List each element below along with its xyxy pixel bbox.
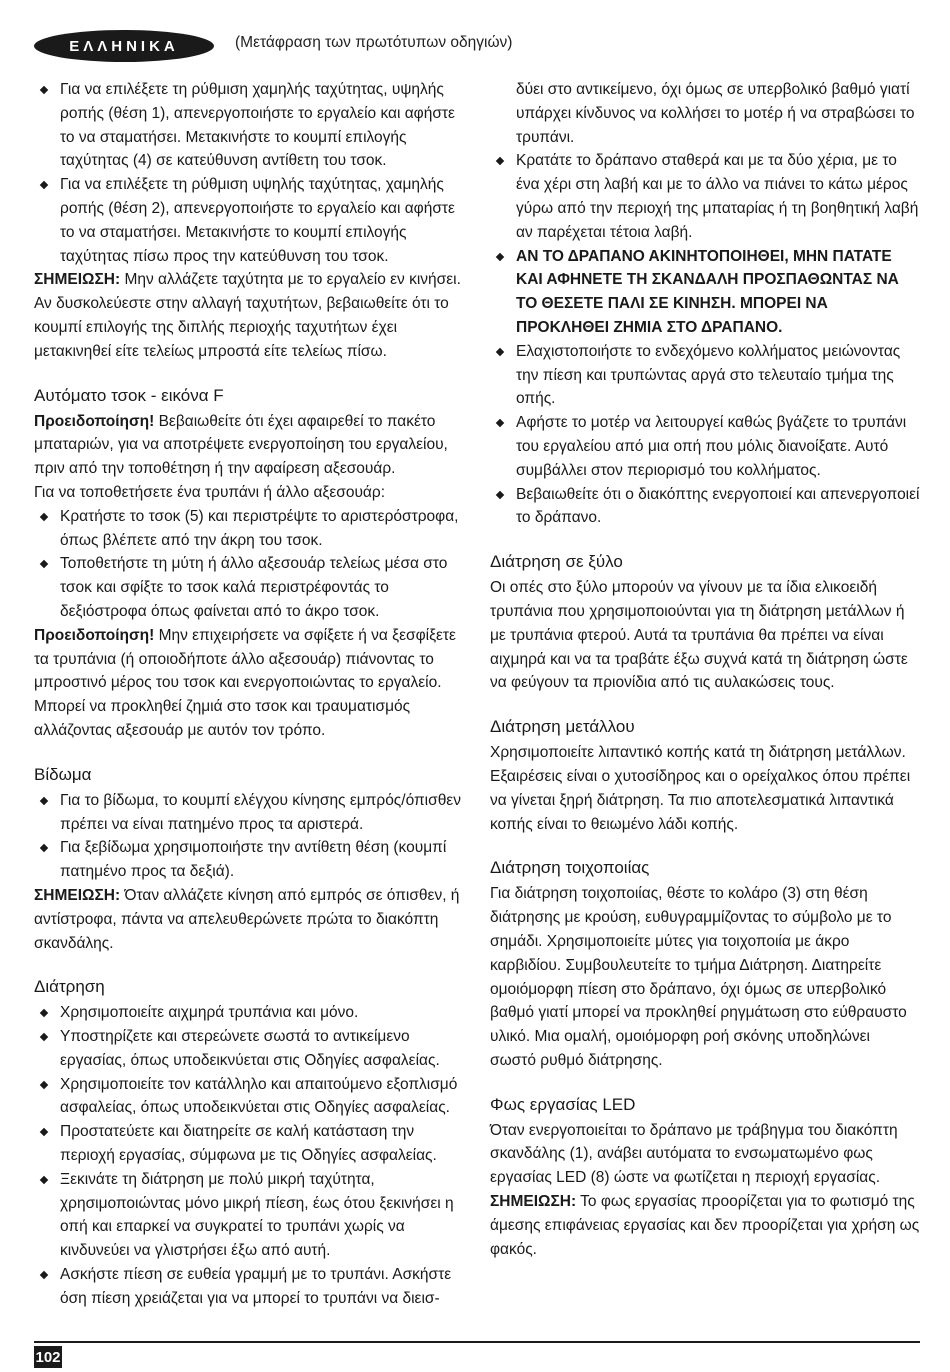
list-item: Για να επιλέξετε τη ρύθμιση χαμηλής ταχύτητας, υψηλής ροπής (θέση 1), απενεργοποιήστε το εργαλείο και αφήστε το να σταματήσει. Μετακινήστε το κουμπί επιλογής ταχύτητας (4) σε κατεύθυνση αντίθετη του τσοκ.	[34, 78, 462, 173]
chuck-warning: Προειδοποίηση! Βεβαιωθείτε ότι έχει αφαιρεθεί το πακέτο μπαταριών, για να αποτρέψετε ενεργοποίηση του εργαλείου, πριν από την τοποθέτηση ή την αφαίρεση αξεσουάρ.	[34, 412, 448, 478]
bullet-icon	[496, 157, 504, 165]
bullet-icon	[40, 1009, 48, 1017]
led-text: Όταν ενεργοποιείται το δράπανο με τράβηγμα του διακόπτη σκανδάλης (1), ανάβει αυτόματα το ενσωματωμένο φως εργασίας LED (8) ώστε να φωτίζεται η περιοχή εργασίας.	[490, 1121, 898, 1187]
list-item: Ασκήστε πίεση σε ευθεία γραμμή με το τρυπάνι. Ασκήστε όση πίεση χρειάζεται για να μπορεί το τρυπάνι να διεισ-	[34, 1263, 462, 1311]
list-item: Ελαχιστοποιήστε το ενδεχόμενο κολλήματος μειώνοντας την πίεση και τρυπώντας αργά στο τελευταίο τμήμα της οπής.	[490, 340, 920, 411]
speed-note: ΣΗΜΕΙΩΣΗ: Μην αλλάζετε ταχύτητα με το εργαλείο εν κινήσει. Αν δυσκολεύεστε στην αλλαγή ταχυτήτων, βεβαιωθείτε ότι το κουμπί επιλογής της διπλής περιοχής ταχυτήτων έχει μετακινηθεί είτε τελείως μπροστά είτε τελείως πίσω.	[34, 271, 461, 360]
page-number: 102	[34, 1346, 62, 1368]
drilling-bullet-list	[34, 1001, 462, 1310]
led-note: ΣΗΜΕΙΩΣΗ: Το φως εργασίας προορίζεται για το φωτισμό της άμεσης επιφάνειας εργασίας και δεν προορίζεται για χρήση ως φακός.	[490, 1193, 920, 1258]
drilling-bullet-list-continued	[490, 149, 920, 530]
list-item: Ξεκινάτε τη διάτρηση με πολύ μικρή ταχύτητα, χρησιμοποιώντας μόνο μικρή πίεση, έως ότου ξεκινήσει η οπή και επαρκεί να συγκρατεί το τρυπάνι χωρίς να κινδυνεύει να γλιστρήσει έξω από αυτή.	[34, 1168, 462, 1263]
bullet-icon	[496, 252, 504, 260]
bullet-icon	[40, 181, 48, 189]
wood-text: Οι οπές στο ξύλο μπορούν να γίνουν με τα ίδια ελικοειδή τρυπάνια που χρησιμοποιούνται για τη διάτρηση μετάλλων ή με τρυπάνια φτερού. Αυτά τα τρυπάνια θα πρέπει να είναι αιχμηρά και να τα τραβάτε έξω συχνά κατά τη διάτρηση ώστε να φεύγουν τα πριονίδια από τις αυλακώσεις τους.	[490, 579, 908, 692]
list-item-warning: ΑΝ ΤΟ ΔΡΑΠΑΝΟ ΑΚΙΝΗΤΟΠΟΙΗΘΕΙ, ΜΗΝ ΠΑΤΑΤΕ ΚΑΙ ΑΦΗΝΕΤΕ ΤΗ ΣΚΑΝΔΑΛΗ ΠΡΟΣΠΑΘΩΝΤΑΣ ΝΑ ΤΟ ΘΕΣΕΤΕ ΠΑΛΙ ΣΕ ΚΙΝΗΣΗ. ΜΠΟΡΕΙ ΝΑ ΠΡΟΚΛΗΘΕΙ ΖΗΜΙΑ ΣΤΟ ΔΡΑΠΑΝΟ.	[490, 245, 920, 340]
bullet-icon	[40, 1271, 48, 1279]
section-heading-wood: Διάτρηση σε ξύλο	[490, 552, 623, 572]
bullet-icon	[40, 844, 48, 852]
chuck-bullet-list	[34, 505, 462, 624]
list-item: Προστατεύετε και διατηρείτε σε καλή κατάσταση την περιοχή εργασίας, σύμφωνα με τις Οδηγίες ασφαλείας.	[34, 1120, 462, 1168]
right-column	[490, 78, 920, 1261]
list-item: Αφήστε το μοτέρ να λειτουργεί καθώς βγάζετε το τρυπάνι του εργαλείου από μια οπή που μόλις διανοίξατε. Αυτό συμβάλλει στον περιορισμό του κολλήματος.	[490, 411, 920, 482]
translation-note: (Μετάφραση των πρωτότυπων οδηγιών)	[235, 34, 513, 51]
masonry-text: Για διάτρηση τοιχοποιίας, θέστε το κολάρο (3) στη θέση διάτρησης με κρούση, ευθυγραμμίζοντας το σύμβολο με το σημάδι. Χρησιμοποιείτε μύτες για τοιχοποιία με άκρο καρβιδίου. Συμβουλευτείτε το τμήμα Διάτρηση. Διατηρείτε ομοιόμορφη πίεση στο δράπανο, όχι όμως σε υπερβολικό βαθμό γιατί μπορεί να προκληθεί ρηγμάτωση στο εύθραυστο υλικό. Μια ομαλή, ομοιόμορφη ροή σκόνης υποδηλώνει σωστό ρυθμό διάτρησης.	[490, 885, 907, 1069]
bullet-icon	[40, 560, 48, 568]
bullet-icon	[40, 1080, 48, 1088]
bullet-icon	[40, 86, 48, 94]
section-heading-led: Φως εργασίας LED	[490, 1094, 636, 1114]
bullet-icon	[496, 490, 504, 498]
bullet-icon	[40, 513, 48, 521]
list-item: Βεβαιωθείτε ότι ο διακόπτης ενεργοποιεί και απενεργοποιεί το δράπανο.	[490, 483, 920, 531]
bullet-icon	[496, 419, 504, 427]
speed-bullet-list	[34, 78, 462, 268]
screwing-note: ΣΗΜΕΙΩΣΗ: Όταν αλλάζετε κίνηση από εμπρός σε όπισθεν, ή αντίστροφα, πάντα να απελευθερώνετε πρώτα το διακόπτη σκανδάλης.	[34, 886, 460, 952]
chuck-intro: Για να τοποθετήσετε ένα τρυπάνι ή άλλο αξεσουάρ:	[34, 483, 386, 501]
section-heading-screwing: Βίδωμα	[34, 764, 92, 784]
list-item: Κρατάτε το δράπανο σταθερά και με τα δύο χέρια, με το ένα χέρι στη λαβή και με το άλλο να πιάνει το κάτω μέρος γύρω από την περιοχή της μπαταρίας ή τη βοηθητική λαβή αν παρέχεται τέτοια λαβή.	[490, 149, 920, 244]
list-item: Τοποθετήστε τη μύτη ή άλλο αξεσουάρ τελείως μέσα στο τσοκ και σφίξτε το τσοκ καλά περιστρέφοντάς το δεξιόστροφα όπως φαίνεται από το άκρο τσοκ.	[34, 552, 462, 623]
list-item: Υποστηρίζετε και στερεώνετε σωστά το αντικείμενο εργασίας, όπως υποδεικνύεται στις Οδηγίες ασφαλείας.	[34, 1025, 462, 1073]
bullet-icon	[40, 1033, 48, 1041]
list-item: Για ξεβίδωμα χρησιμοποιήστε την αντίθετη θέση (κουμπί πατημένο προς τα δεξιά).	[34, 836, 462, 884]
bullet-icon	[40, 796, 48, 804]
screwing-bullet-list	[34, 789, 462, 884]
section-heading-masonry: Διάτρηση τοιχοποιίας	[490, 858, 650, 878]
left-column	[34, 78, 462, 1311]
list-item: Για το βίδωμα, το κουμπί ελέγχου κίνησης εμπρός/όπισθεν πρέπει να είναι πατημένο προς τα αριστερά.	[34, 789, 462, 837]
list-item: Για να επιλέξετε τη ρύθμιση υψηλής ταχύτητας, χαμηλής ροπής (θέση 2), απενεργοποιήστε το εργαλείο και αφήστε το να σταματήσει. Μετακινήστε το κουμπί επιλογής ταχύτητας πίσω προς την κατεύθυνση του τσοκ.	[34, 173, 462, 268]
continued-text: δύει στο αντικείμενο, όχι όμως σε υπερβολικό βαθμό γιατί υπάρχει κίνδυνος να κολλήσει το μοτέρ ή να στραβώσει το τρυπάνι.	[516, 81, 915, 146]
bullet-icon	[496, 348, 504, 356]
section-heading-chuck: Αυτόματο τσοκ - εικόνα F	[34, 385, 224, 405]
language-badge: ΕΛΛΗΝΙΚΑ	[34, 30, 214, 62]
list-item: Χρησιμοποιείτε αιχμηρά τρυπάνια και μόνο.	[34, 1001, 462, 1025]
metal-text: Χρησιμοποιείτε λιπαντικό κοπής κατά τη διάτρηση μετάλλων. Εξαιρέσεις είναι ο χυτοσίδηρος και ο ορείχαλκος όπου πρέπει να γίνεται ξηρή διάτρηση. Τα πιο αποτελεσματικά λιπαντικά κοπής είναι το θειωμένο λάδι κοπής.	[490, 744, 911, 833]
footer-rule	[34, 1341, 920, 1343]
list-item: Χρησιμοποιείτε τον κατάλληλο και απαιτούμενο εξοπλισμό ασφαλείας, όπως υποδεικνύεται στις Οδηγίες ασφαλείας.	[34, 1073, 462, 1121]
bullet-icon	[40, 1128, 48, 1136]
chuck-warning-2: Προειδοποίηση! Μην επιχειρήσετε να σφίξετε ή να ξεσφίξετε τα τρυπάνια (ή οποιοδήποτε άλλο αξεσουάρ) πιάνοντας το μπροστινό μέρος του τσοκ και ενεργοποιώντας το εργαλείο. Μπορεί να προκληθεί ζημιά στο τσοκ και τραυματισμός αλλάζοντας αξεσουάρ με αυτόν τον τρόπο.	[34, 626, 456, 739]
bullet-icon	[40, 1176, 48, 1184]
list-item: Κρατήστε το τσοκ (5) και περιστρέψτε το αριστερόστροφα, όπως βλέπετε από την άκρη του τσοκ.	[34, 505, 462, 553]
section-heading-drilling: Διάτρηση	[34, 977, 105, 997]
section-heading-metal: Διάτρηση μετάλλου	[490, 717, 635, 737]
